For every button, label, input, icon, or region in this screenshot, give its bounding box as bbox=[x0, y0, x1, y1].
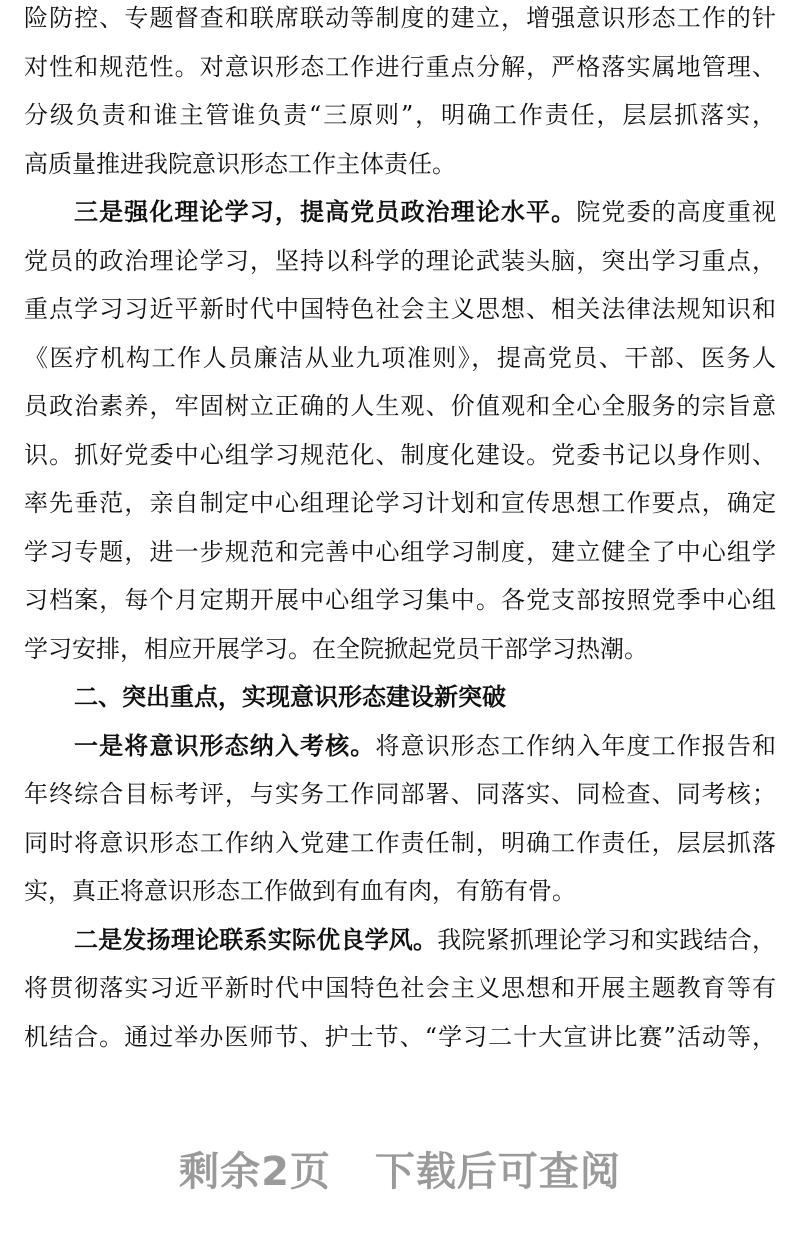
line-text: 员政治素养，牢固树立正确的人生观、价值观和全心全服务的宗旨意 bbox=[24, 392, 776, 420]
line-text: 险防控、专题督查和联席联动等制度的建立，增强意识形态工作的针 bbox=[24, 4, 776, 32]
bold-lead-sentence: 二是发扬理论联系实际优良学风。 bbox=[74, 925, 438, 954]
document-body bbox=[24, 0, 776, 1061]
line-text: 我院紧抓理论学习和实践结合， bbox=[437, 925, 777, 954]
text-line bbox=[24, 188, 776, 237]
text-line bbox=[24, 722, 776, 771]
text-line bbox=[24, 479, 776, 528]
line-text: 学习专题，进一步规范和完善中心组学习制度，建立健全了中心组学 bbox=[24, 537, 776, 566]
line-text: 将贯彻落实习近平新时代中国特色社会主义思想和开展主题教育等有 bbox=[24, 974, 776, 1002]
download-hint-text: 下载后可查阅 bbox=[374, 1149, 621, 1195]
text-line bbox=[24, 43, 776, 92]
text-line bbox=[24, 770, 776, 819]
line-text: 高质量推进我院意识形态工作主体责任。 bbox=[24, 149, 456, 178]
text-line bbox=[24, 1013, 776, 1062]
bold-lead-sentence: 一是将意识形态纳入考核。 bbox=[74, 731, 376, 760]
text-line bbox=[24, 0, 776, 43]
text-line bbox=[24, 237, 776, 286]
line-text: 分级负责和谁主管谁负责“三原则”，明确工作责任，层层抓落实， bbox=[24, 101, 776, 129]
text-line bbox=[24, 140, 776, 189]
line-text: 机结合。通过举办医师节、护士节、“学习二十大宣讲比赛”活动等， bbox=[24, 1022, 776, 1051]
text-line bbox=[24, 285, 776, 334]
text-line bbox=[24, 964, 776, 1013]
line-text: 重点学习习近平新时代中国特色社会主义思想、相关法律法规知识和 bbox=[24, 295, 776, 323]
line-text: 将意识形态工作纳入年度工作报告和 bbox=[375, 731, 777, 760]
line-text: 率先垂范，亲自制定中心组理论学习计划和宣传思想工作要点，确定 bbox=[24, 489, 776, 517]
line-text: 习档案，每个月定期开展中心组学习集中。各党支部按照党季中心组 bbox=[24, 586, 776, 614]
line-text: 《医疗机构工作人员廉洁从业九项准则》，提高党员、干部、医务人 bbox=[24, 343, 776, 372]
text-line bbox=[24, 916, 776, 965]
line-text: 同时将意识形态工作纳入党建工作责任制，明确工作责任，层层抓落 bbox=[24, 828, 776, 857]
line-text: 对性和规范性。对意识形态工作进行重点分解，严格落实属地管理、 bbox=[24, 52, 776, 81]
text-line bbox=[24, 528, 776, 577]
line-text: 院党委的高度重视 bbox=[576, 198, 777, 226]
text-line bbox=[24, 625, 776, 674]
remaining-pages-banner[interactable] bbox=[0, 1140, 800, 1197]
line-text: 二、突出重点，实现意识形态建设新突破 bbox=[74, 683, 506, 711]
text-line bbox=[24, 382, 776, 431]
line-text: 党员的政治理论学习，坚持以科学的理论武装头脑，突出学习重点， bbox=[24, 246, 776, 275]
bold-lead-sentence: 三是强化理论学习，提高党员政治理论水平。 bbox=[74, 198, 577, 226]
text-line bbox=[24, 867, 776, 916]
line-text: 年终综合目标考评，与实务工作同部署、同落实、同检查、同考核； bbox=[24, 780, 776, 808]
text-line bbox=[24, 576, 776, 625]
text-line bbox=[24, 91, 776, 140]
text-line bbox=[24, 819, 776, 868]
line-text: 识。抓好党委中心组学习规范化、制度化建设。党委书记以身作则、 bbox=[24, 440, 776, 469]
line-text: 实，真正将意识形态工作做到有血有肉，有筋有骨。 bbox=[24, 877, 576, 905]
remaining-pages-text: 剩余2页 bbox=[179, 1149, 331, 1195]
line-text: 学习安排，相应开展学习。在全院掀起党员干部学习热潮。 bbox=[24, 634, 648, 663]
text-line bbox=[24, 431, 776, 480]
section-heading bbox=[24, 673, 776, 722]
text-line bbox=[24, 334, 776, 383]
